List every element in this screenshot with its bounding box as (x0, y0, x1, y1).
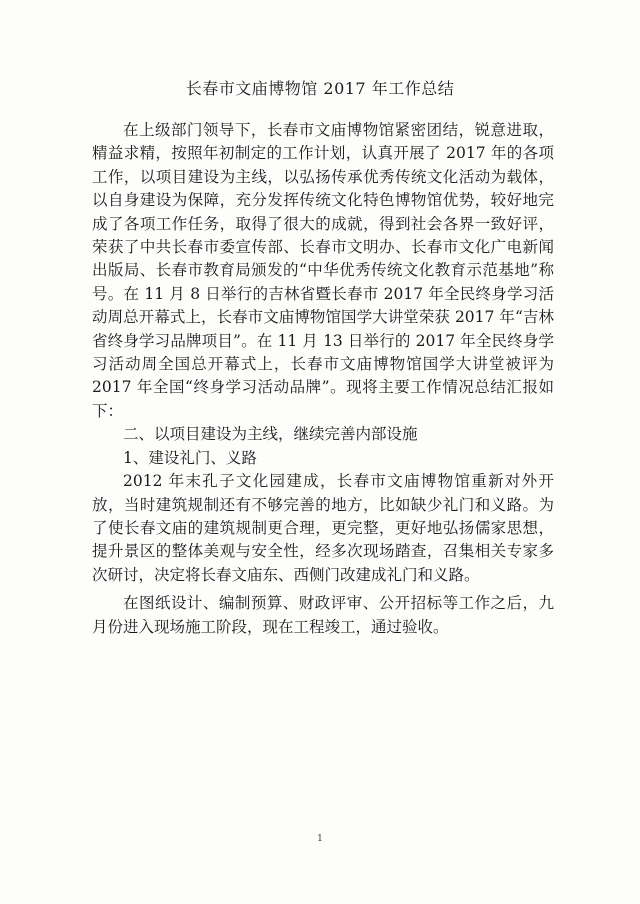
intro-paragraph: 在上级部门领导下，长春市文庙博物馆紧密团结，锐意进取，精益求精，按照年初制定的工作计划，认真开展了 2017 年的各项工作，以项目建设为主线，以弘扬传承优秀传统文化活动为载体，以自身建设为保障，充分发挥传统文化特色博物馆优势，较好地完成了各项工作任务，取得了很大的成就，得到社会各界一致好评，荣获了中共长春市委宣传部、长春市文明办、长春市文化广电新闻出版局、长春市教育局颁发的“中华优秀传统文化教育示范基地”称号。在 11 月 8 日举行的吉林省暨长春市 2017 年全民终身学习活动周总开幕式上，长春市文庙博物馆国学大讲堂荣获 2017 年“吉林省终身学习品牌项目”。在 11 月 13 日举行的 2017 年全民终身学习活动周全国总开幕式上，长春市文庙博物馆国学大讲堂被评为 2017 年全国“终身学习活动品牌”。现将主要工作情况总结汇报如下： (92, 121, 554, 420)
document-body (92, 119, 554, 639)
body-paragraph: 2012 年末孔子文化园建成，长春市文庙博物馆重新对外开放，当时建筑规制还有不够完善的地方，比如缺少礼门和义路。为了使长春文庙的建筑规制更合理，更完整，更好地弘扬儒家思想，提升景区的整体美观与安全性，经多次现场踏查，召集相关专家多次研讨，决定将长春文庙东、西侧门改建成礼门和义路。 (92, 472, 554, 584)
body-paragraph: 在图纸设计、编制预算、财政评审、公开招标等工作之后，九月份进入现场施工阶段，现在工程竣工，通过验收。 (92, 594, 554, 636)
section-heading: 二、以项目建设为主线，继续完善内部设施 (123, 425, 418, 444)
document-title: 长春市文庙博物馆 2017 年工作总结 (185, 79, 455, 98)
page-number: 1 (317, 834, 323, 844)
subsection-heading: 1、建设礼门、义路 (123, 448, 257, 467)
